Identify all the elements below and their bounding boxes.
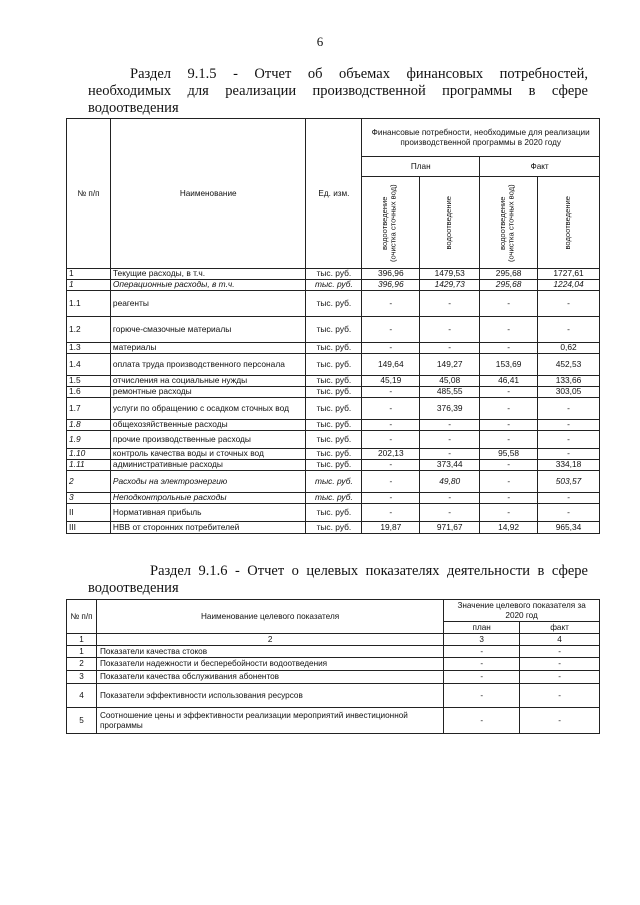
row-name: контроль качества воды и сточных вод	[110, 449, 306, 460]
row-fact: -	[520, 658, 600, 671]
table-row	[67, 493, 600, 504]
row-num: 1.3	[67, 343, 111, 354]
row-value-c: -	[480, 291, 538, 317]
header-plan: План	[362, 157, 480, 177]
row-value-c: -	[480, 420, 538, 431]
table-row	[67, 343, 600, 354]
row-num: 1.9	[67, 431, 111, 449]
row-value-b: -	[420, 291, 480, 317]
row-value-a: -	[362, 317, 420, 343]
row-value-c: -	[480, 460, 538, 471]
table-row	[67, 522, 600, 534]
section-1-title	[88, 66, 588, 117]
row-value-c: -	[480, 493, 538, 504]
row-value-a: 45,19	[362, 376, 420, 387]
header-group: Финансовые потребности, необходимые для реализации производственной программы в 2020 году	[362, 119, 600, 157]
row-unit: тыс. руб.	[306, 460, 362, 471]
row-name: Текущие расходы, в т.ч.	[110, 269, 306, 280]
row-num: III	[67, 522, 111, 534]
row-plan: -	[444, 684, 520, 708]
table-row	[67, 449, 600, 460]
row-value-c: -	[480, 471, 538, 493]
row-name: НВВ от сторонних потребителей	[110, 522, 306, 534]
row-name: Соотношение цены и эффективности реализации мероприятий инвестиционной программы	[96, 708, 443, 734]
row-value-c: -	[480, 317, 538, 343]
header-num: № п/п	[67, 600, 97, 634]
row-name: Расходы на электроэнергию	[110, 471, 306, 493]
row-num: 1	[67, 646, 97, 658]
header-col-d: водоотведение	[563, 195, 573, 250]
table-row	[67, 280, 600, 291]
row-value-c: 95,58	[480, 449, 538, 460]
row-name: административные расходы	[110, 460, 306, 471]
row-value-d: -	[538, 317, 600, 343]
header-col-c: водоотведение (очистка сточных вод)	[497, 183, 516, 262]
row-num: 1.1	[67, 291, 111, 317]
row-value-b: 373,44	[420, 460, 480, 471]
table-row	[67, 431, 600, 449]
row-unit: тыс. руб.	[306, 493, 362, 504]
row-unit: тыс. руб.	[306, 431, 362, 449]
row-value-c: 295,68	[480, 280, 538, 291]
target-indicators-table	[66, 599, 600, 734]
table-header-row	[67, 600, 600, 622]
row-value-a: -	[362, 420, 420, 431]
row-value-b: 971,67	[420, 522, 480, 534]
table-row	[67, 420, 600, 431]
header-col-b: водоотведение	[444, 195, 454, 250]
row-unit: тыс. руб.	[306, 269, 362, 280]
financial-needs-body	[67, 269, 600, 534]
row-num: 1.8	[67, 420, 111, 431]
row-name: Показатели качества обслуживания абонентов	[96, 671, 443, 684]
header-group: Значение целевого показателя за 2020 год	[444, 600, 600, 622]
row-value-c: 295,68	[480, 269, 538, 280]
row-unit: тыс. руб.	[306, 449, 362, 460]
row-value-c: -	[480, 398, 538, 420]
header-fact: факт	[520, 622, 600, 634]
row-value-a: 202,13	[362, 449, 420, 460]
row-unit: тыс. руб.	[306, 354, 362, 376]
row-name: отчисления на социальные нужды	[110, 376, 306, 387]
table-row	[67, 658, 600, 671]
row-name: Операционные расходы, в т.ч.	[110, 280, 306, 291]
row-value-d: -	[538, 431, 600, 449]
row-value-d: 1727,61	[538, 269, 600, 280]
row-num: II	[67, 504, 111, 522]
row-value-b: 149,27	[420, 354, 480, 376]
row-value-a: -	[362, 471, 420, 493]
row-value-b: -	[420, 343, 480, 354]
row-value-d: -	[538, 493, 600, 504]
table-row	[67, 671, 600, 684]
header-name: Наименование	[110, 119, 306, 269]
index-1: 1	[67, 634, 97, 646]
table-row	[67, 708, 600, 734]
row-num: 3	[67, 671, 97, 684]
section-2-title-line-2: водоотведения	[88, 580, 179, 596]
row-value-c: 46,41	[480, 376, 538, 387]
row-unit: тыс. руб.	[306, 280, 362, 291]
section-1-title-line-3: водоотведения	[88, 100, 179, 116]
index-4: 4	[520, 634, 600, 646]
row-value-b: -	[420, 317, 480, 343]
row-value-d: 334,18	[538, 460, 600, 471]
row-name: ремонтные расходы	[110, 387, 306, 398]
row-plan: -	[444, 646, 520, 658]
row-name: Показатели надежности и бесперебойности водоотведения	[96, 658, 443, 671]
row-value-a: -	[362, 387, 420, 398]
row-value-c: 14,92	[480, 522, 538, 534]
row-fact: -	[520, 671, 600, 684]
row-num: 1.6	[67, 387, 111, 398]
table-row	[67, 376, 600, 387]
target-indicators-body	[67, 646, 600, 734]
row-value-b: -	[420, 504, 480, 522]
row-value-c: 153,69	[480, 354, 538, 376]
row-unit: тыс. руб.	[306, 387, 362, 398]
row-value-b: 49,80	[420, 471, 480, 493]
table-row	[67, 460, 600, 471]
row-value-b: 1479,53	[420, 269, 480, 280]
row-plan: -	[444, 671, 520, 684]
row-num: 1.5	[67, 376, 111, 387]
row-value-c: -	[480, 504, 538, 522]
table-row	[67, 684, 600, 708]
table-row	[67, 504, 600, 522]
row-name: реагенты	[110, 291, 306, 317]
row-num: 2	[67, 658, 97, 671]
row-value-a: 396,96	[362, 269, 420, 280]
row-unit: тыс. руб.	[306, 471, 362, 493]
row-value-a: -	[362, 431, 420, 449]
row-num: 1.7	[67, 398, 111, 420]
row-unit: тыс. руб.	[306, 376, 362, 387]
row-plan: -	[444, 658, 520, 671]
row-num: 5	[67, 708, 97, 734]
row-value-a: -	[362, 343, 420, 354]
row-value-a: -	[362, 504, 420, 522]
row-value-a: 149,64	[362, 354, 420, 376]
row-value-a: -	[362, 493, 420, 504]
header-name: Наименование целевого показателя	[96, 600, 443, 634]
table-row	[67, 269, 600, 280]
row-value-d: 133,66	[538, 376, 600, 387]
row-value-a: 19,87	[362, 522, 420, 534]
row-value-d: 303,05	[538, 387, 600, 398]
row-name: услуги по обращению с осадком сточных вод	[110, 398, 306, 420]
financial-needs-table	[66, 118, 600, 534]
row-value-b: -	[420, 449, 480, 460]
header-fact: Факт	[480, 157, 600, 177]
table-row	[67, 354, 600, 376]
row-value-b: -	[420, 493, 480, 504]
table-row	[67, 646, 600, 658]
row-value-c: -	[480, 431, 538, 449]
header-col-a: водоотведение (очистка сточных вод)	[379, 183, 398, 262]
header-unit: Ед. изм.	[306, 119, 362, 269]
section-1-title-line-2: необходимых для реализации производственной программы в сфере	[88, 83, 588, 99]
row-num: 1	[67, 280, 111, 291]
row-num: 3	[67, 493, 111, 504]
row-value-b: -	[420, 420, 480, 431]
row-name: Показатели качества стоков	[96, 646, 443, 658]
row-value-d: -	[538, 449, 600, 460]
row-num: 2	[67, 471, 111, 493]
row-unit: тыс. руб.	[306, 522, 362, 534]
table-row	[67, 471, 600, 493]
row-num: 1.10	[67, 449, 111, 460]
row-value-b: 1429,73	[420, 280, 480, 291]
row-unit: тыс. руб.	[306, 420, 362, 431]
row-unit: тыс. руб.	[306, 317, 362, 343]
row-num: 1.2	[67, 317, 111, 343]
section-1-title-line-1: Раздел 9.1.5 - Отчет об объемах финансовых потребностей,	[130, 66, 588, 82]
row-num: 1.11	[67, 460, 111, 471]
row-value-b: -	[420, 431, 480, 449]
row-name: Нормативная прибыль	[110, 504, 306, 522]
row-value-a: -	[362, 460, 420, 471]
row-unit: тыс. руб.	[306, 504, 362, 522]
row-value-d: 1224,04	[538, 280, 600, 291]
header-plan: план	[444, 622, 520, 634]
row-value-d: 965,34	[538, 522, 600, 534]
row-unit: тыс. руб.	[306, 343, 362, 354]
row-fact: -	[520, 684, 600, 708]
row-fact: -	[520, 708, 600, 734]
row-value-b: 376,39	[420, 398, 480, 420]
row-name: общехозяйственные расходы	[110, 420, 306, 431]
row-value-b: 485,55	[420, 387, 480, 398]
table-row	[67, 398, 600, 420]
page-number: 6	[316, 34, 324, 49]
table-header-row	[67, 119, 600, 157]
row-num: 4	[67, 684, 97, 708]
table-row	[67, 387, 600, 398]
row-name: горюче-смазочные материалы	[110, 317, 306, 343]
row-name: Показатели эффективности использования ресурсов	[96, 684, 443, 708]
index-3: 3	[444, 634, 520, 646]
row-unit: тыс. руб.	[306, 398, 362, 420]
row-name: оплата труда производственного персонала	[110, 354, 306, 376]
table-row	[67, 291, 600, 317]
row-value-d: 452,53	[538, 354, 600, 376]
row-unit: тыс. руб.	[306, 291, 362, 317]
table-row	[67, 317, 600, 343]
row-value-c: -	[480, 343, 538, 354]
index-2: 2	[96, 634, 443, 646]
row-value-b: 45,08	[420, 376, 480, 387]
row-fact: -	[520, 646, 600, 658]
row-value-d: 0,62	[538, 343, 600, 354]
row-num: 1	[67, 269, 111, 280]
row-value-a: -	[362, 291, 420, 317]
row-plan: -	[444, 708, 520, 734]
header-num: № п/п	[67, 119, 111, 269]
row-value-d: -	[538, 398, 600, 420]
section-2-title	[88, 563, 588, 597]
row-name: прочие производственные расходы	[110, 431, 306, 449]
row-value-d: -	[538, 504, 600, 522]
row-value-c: -	[480, 387, 538, 398]
row-value-a: 396,96	[362, 280, 420, 291]
row-num: 1.4	[67, 354, 111, 376]
table-index-row	[67, 634, 600, 646]
row-name: Неподконтрольные расходы	[110, 493, 306, 504]
section-2-title-line-1: Раздел 9.1.6 - Отчет о целевых показателях деятельности в сфере	[150, 563, 588, 579]
row-value-d: -	[538, 420, 600, 431]
row-value-d: -	[538, 291, 600, 317]
row-name: материалы	[110, 343, 306, 354]
row-value-a: -	[362, 398, 420, 420]
row-value-d: 503,57	[538, 471, 600, 493]
